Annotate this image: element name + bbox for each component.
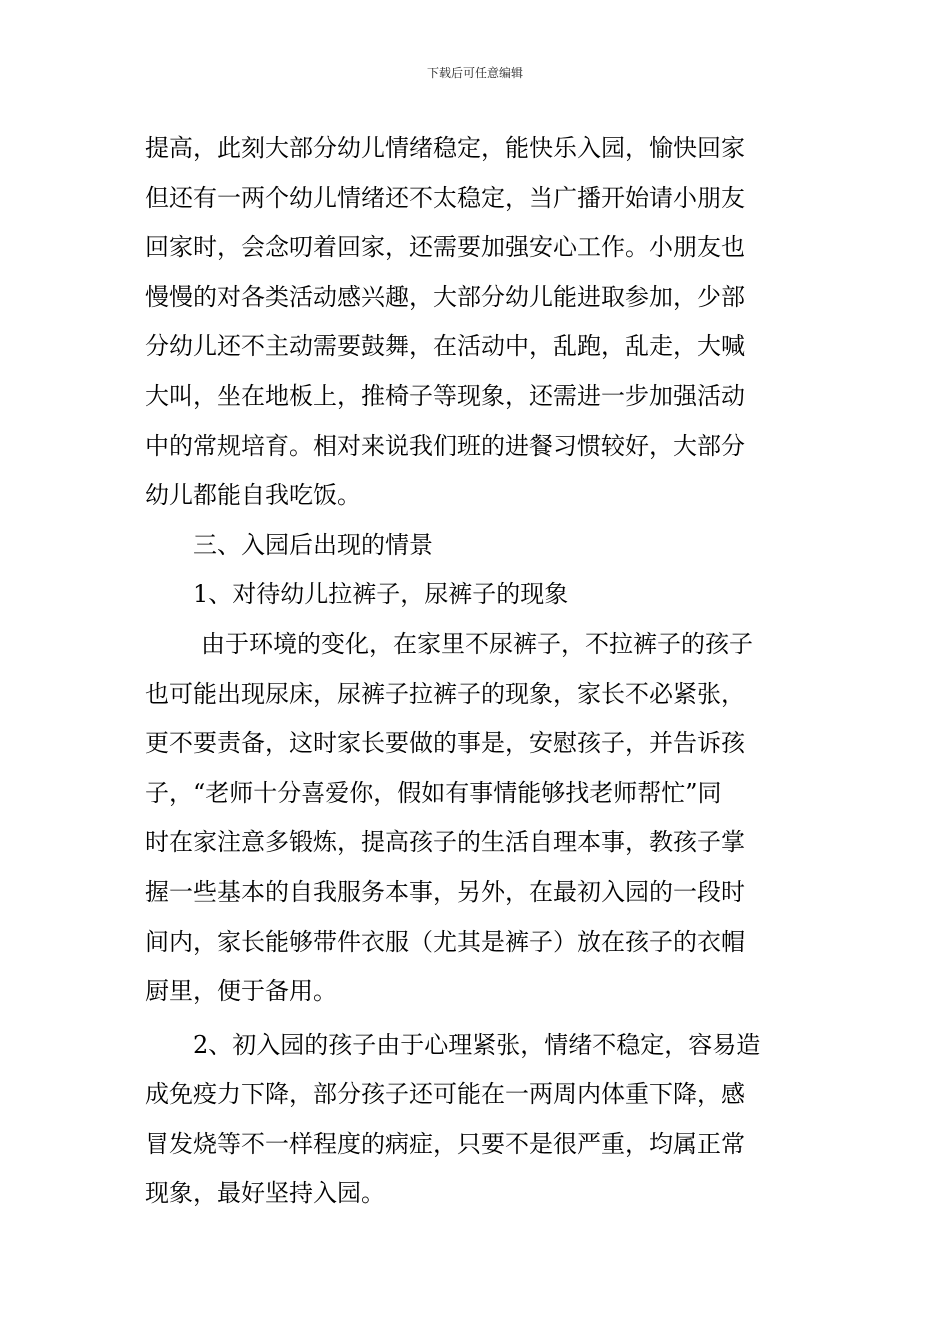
text-line: 2、初入园的孩子由于心理紧张，情绪不稳定，容易造 bbox=[193, 1030, 761, 1059]
text-line: 大叫，坐在地板上，推椅子等现象，还需进一步加强活动 bbox=[145, 381, 745, 410]
subsection-heading: 1、对待幼儿拉裤子，尿裤子的现象 bbox=[193, 580, 569, 609]
text-line: 但还有一两个幼儿情绪还不太稳定，当广播开始请小朋友 bbox=[145, 183, 745, 212]
text-line: 回家时，会念叨着回家，还需要加强安心工作。小朋友也 bbox=[145, 233, 745, 262]
text-line: 握一些基本的自我服务本事，另外，在最初入园的一段时 bbox=[145, 877, 745, 906]
text-line: 子，“老师十分喜爱你，假如有事情能够找老师帮忙”同 bbox=[145, 778, 722, 807]
text-line: 慢慢的对各类活动感兴趣，大部分幼儿能进取参加，少部 bbox=[145, 282, 745, 311]
text-line: 现象，最好坚持入园。 bbox=[145, 1179, 385, 1208]
page-header-note: 下载后可任意编辑 bbox=[426, 66, 523, 80]
text-line: 由于环境的变化，在家里不尿裤子，不拉裤子的孩子 bbox=[201, 629, 753, 658]
text-line: 成免疫力下降，部分孩子还可能在一两周内体重下降，感 bbox=[145, 1080, 745, 1109]
text-line: 冒发烧等不一样程度的病症，只要不是很严重，均属正常 bbox=[145, 1129, 745, 1158]
text-line: 间内，家长能够带件衣服（尤其是裤子）放在孩子的衣帽 bbox=[145, 927, 745, 956]
text-line: 分幼儿还不主动需要鼓舞，在活动中，乱跑，乱走，大喊 bbox=[145, 332, 745, 361]
text-line: 中的常规培育。相对来说我们班的进餐习惯较好，大部分 bbox=[145, 431, 745, 460]
text-line: 厨里，便于备用。 bbox=[145, 977, 337, 1006]
text-line: 幼儿都能自我吃饭。 bbox=[145, 481, 361, 510]
text-line: 也可能出现尿床，尿裤子拉裤子的现象，家长不必紧张， bbox=[145, 679, 745, 708]
text-line: 提高，此刻大部分幼儿情绪稳定，能快乐入园，愉快回家 bbox=[145, 134, 745, 162]
document-body bbox=[145, 124, 805, 1219]
section-heading: 三、入园后出现的情景 bbox=[193, 530, 433, 559]
text-line: 时在家注意多锻炼，提高孩子的生活自理本事，教孩子掌 bbox=[145, 828, 745, 857]
text-line: 更不要责备，这时家长要做的事是，安慰孩子，并告诉孩 bbox=[145, 729, 745, 758]
